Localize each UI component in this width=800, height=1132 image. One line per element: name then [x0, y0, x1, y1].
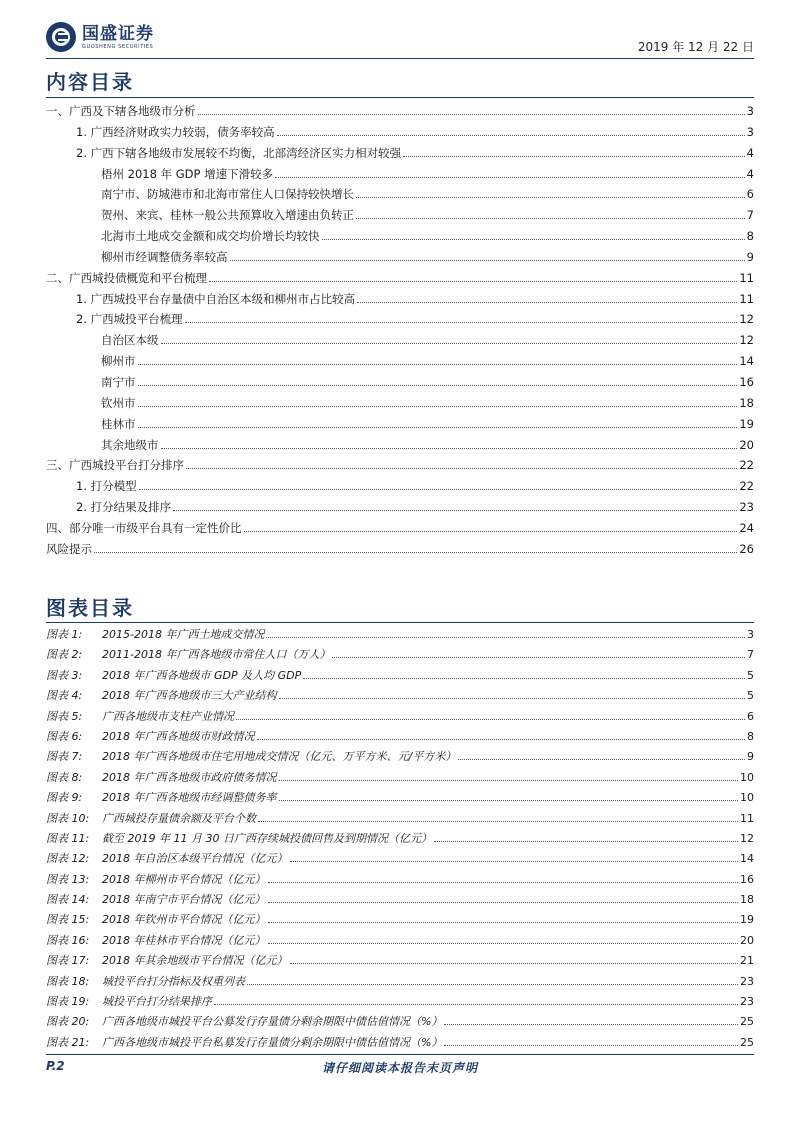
dot-leader	[138, 364, 738, 365]
toc-entry[interactable]	[46, 249, 754, 270]
toc-entry[interactable]	[46, 457, 754, 478]
figure-entry-label: 图表 14:	[46, 893, 90, 907]
toc-entry[interactable]	[46, 416, 754, 437]
dot-leader	[444, 1045, 738, 1046]
list-of-figures	[46, 626, 754, 1054]
figure-entry-title: 广西各地级市城投平台私募发行存量债分剩余期限中债估值情况（%）	[102, 1035, 443, 1049]
figure-entry-page: 11	[740, 811, 754, 825]
dot-leader	[266, 637, 745, 638]
toc-entry-title: 1. 广西经济财政实力较弱，债务率较高	[76, 124, 275, 139]
table-of-contents	[46, 103, 754, 562]
toc-entry-title: 2. 打分结果及排序	[76, 500, 172, 515]
dot-leader	[247, 984, 738, 985]
toc-entry-title: 柳州市	[101, 354, 136, 369]
dot-leader	[275, 177, 745, 178]
dot-leader	[332, 657, 745, 658]
figures-title: 图表目录	[46, 596, 134, 620]
page-number: P.2	[46, 1059, 65, 1073]
figure-entry[interactable]	[46, 973, 754, 993]
toc-entry-title: 二、广西城投债概览和平台梳理	[46, 270, 207, 285]
dot-leader	[161, 343, 738, 344]
toc-entry[interactable]	[46, 311, 754, 332]
figure-entry[interactable]	[46, 728, 754, 748]
toc-title-divider	[46, 97, 754, 98]
toc-entry-title: 钦州市	[101, 395, 136, 410]
toc-entry-page: 7	[746, 208, 754, 223]
dot-leader	[290, 963, 739, 964]
figure-entry-title: 2018 年广西各地级市财政情况	[102, 729, 255, 743]
dot-leader	[94, 552, 737, 553]
brand-logo	[46, 22, 154, 52]
toc-entry-title: 1. 广西城投平台存量债中自治区本级和柳州市占比较高	[76, 291, 356, 306]
figure-entry[interactable]	[46, 748, 754, 768]
toc-entry[interactable]	[46, 166, 754, 187]
toc-entry-page: 12	[739, 333, 754, 348]
figure-entry-page: 7	[747, 648, 754, 662]
figure-entry-page: 5	[747, 668, 754, 682]
figure-entry[interactable]	[46, 687, 754, 707]
figures-title-divider	[46, 622, 754, 623]
figure-entry-title: 2018 年南宁市平台情况（亿元）	[102, 893, 266, 907]
dot-leader	[434, 841, 738, 842]
figure-entry-label: 图表 8:	[46, 770, 83, 784]
figure-entry-title: 2018 年广西各地级市 GDP 及人均 GDP	[102, 668, 302, 682]
figure-entry-page: 14	[740, 852, 754, 866]
toc-entry-page: 22	[739, 479, 754, 494]
figure-entry[interactable]	[46, 871, 754, 891]
disclaimer-note: 请仔细阅读本报告末页声明	[321, 1061, 478, 1075]
figure-entry-label: 图表 16:	[46, 933, 90, 947]
figure-entry[interactable]	[46, 993, 754, 1013]
figure-entry[interactable]	[46, 891, 754, 911]
figure-entry[interactable]	[46, 708, 754, 728]
figure-entry-label: 图表 10:	[46, 811, 90, 825]
header-divider	[46, 58, 754, 59]
dot-leader	[279, 780, 739, 781]
figure-entry-label: 图表 11:	[46, 831, 90, 845]
figure-entry-label: 图表 1:	[46, 628, 83, 641]
toc-entry-page: 9	[746, 249, 754, 264]
figure-entry-label: 图表 2:	[46, 648, 83, 662]
toc-entry-page: 11	[739, 291, 754, 306]
dot-leader	[322, 239, 745, 240]
figure-entry-title: 2018 年广西各地级市住宅用地成交情况（亿元、万平方米、元/平方米）	[102, 750, 457, 764]
dot-leader	[356, 197, 745, 198]
toc-entry-title: 北海市土地成交金额和成交均价增长均较快	[101, 229, 320, 244]
figure-entry-label: 图表 12:	[46, 852, 90, 866]
dot-leader	[138, 427, 738, 428]
dot-leader	[139, 489, 738, 490]
figure-entry-title: 2018 年广西各地级市政府债务情况	[102, 770, 277, 784]
figure-entry-label: 图表 5:	[46, 709, 83, 723]
dot-leader	[356, 218, 745, 219]
brand-name-en: GUOSHENG SECURITIES	[82, 43, 154, 50]
figure-entry-page: 12	[740, 831, 754, 845]
figure-entry-page: 25	[740, 1015, 754, 1029]
figure-entry-title: 2018 年自治区本级平台情况（亿元）	[102, 852, 288, 866]
dot-leader	[279, 698, 746, 699]
figure-entry[interactable]	[46, 1034, 754, 1054]
toc-entry-page: 26	[739, 541, 754, 556]
dot-leader	[214, 1004, 738, 1005]
toc-entry-page: 14	[739, 354, 754, 369]
figure-entry-title: 2018 年钦州市平台情况（亿元）	[102, 913, 266, 927]
figure-entry-page: 6	[747, 709, 754, 723]
toc-entry-page: 8	[746, 229, 754, 244]
dot-leader	[268, 943, 739, 944]
figure-entry-label: 图表 6:	[46, 729, 83, 743]
dot-leader	[230, 260, 745, 261]
toc-entry-page: 4	[746, 166, 754, 181]
toc-entry-title: 南宁市、防城港市和北海市常住人口保持较快增长	[101, 187, 354, 202]
toc-entry[interactable]	[46, 437, 754, 458]
figure-entry[interactable]	[46, 646, 754, 666]
toc-entry-title: 贺州、来宾、桂林一般公共预算收入增速由负转正	[101, 208, 354, 223]
toc-entry-title: 2. 广西下辖各地级市发展较不均衡，北部湾经济区实力相对较强	[76, 145, 402, 160]
dot-leader	[403, 156, 745, 157]
figure-entry[interactable]	[46, 789, 754, 809]
dot-leader	[277, 135, 745, 136]
figure-entry-label: 图表 19:	[46, 995, 90, 1009]
dot-leader	[173, 510, 737, 511]
toc-entry[interactable]	[46, 207, 754, 228]
dot-leader	[303, 678, 745, 679]
footer-divider	[46, 1054, 754, 1055]
figure-entry-page: 21	[740, 954, 754, 968]
figure-entry-title: 城投平台打分指标及权重列表	[102, 974, 245, 988]
toc-entry[interactable]	[46, 395, 754, 416]
toc-entry[interactable]	[46, 541, 754, 562]
toc-entry-page: 11	[739, 270, 754, 285]
figure-entry-page: 19	[740, 913, 754, 927]
figure-entry-page: 23	[740, 974, 754, 988]
dot-leader	[258, 821, 738, 822]
toc-entry-title: 风险提示	[46, 541, 92, 556]
toc-entry-page: 6	[746, 187, 754, 202]
dot-leader	[198, 114, 745, 115]
dot-leader	[268, 902, 739, 903]
figure-entry-label: 图表 4:	[46, 689, 83, 703]
figure-entry[interactable]	[46, 830, 754, 850]
dot-leader	[186, 468, 737, 469]
toc-entry[interactable]	[46, 270, 754, 291]
figure-entry-page: 23	[740, 995, 754, 1009]
dot-leader	[236, 719, 745, 720]
toc-entry-page: 3	[746, 104, 754, 118]
figure-entry-page: 8	[747, 729, 754, 743]
figure-entry-title: 2018 年广西各地级市经调整债务率	[102, 791, 277, 805]
toc-entry-title: 1. 打分模型	[76, 479, 137, 494]
figure-entry-page: 5	[747, 689, 754, 703]
toc-entry[interactable]	[46, 332, 754, 353]
figure-entry-label: 图表 17:	[46, 954, 90, 968]
toc-title: 内容目录	[46, 70, 134, 94]
toc-entry-page: 19	[739, 416, 754, 431]
figure-entry-page: 25	[740, 1035, 754, 1049]
toc-entry[interactable]	[46, 103, 754, 124]
figure-entry[interactable]	[46, 1013, 754, 1033]
toc-entry-title: 四、部分唯一市级平台具有一定性价比	[46, 520, 242, 535]
toc-entry-title: 柳州市经调整债务率较高	[101, 249, 228, 264]
figure-entry-title: 广西各地级市支柱产业情况	[102, 709, 234, 723]
figure-entry-title: 2018 年广西各地级市三大产业结构	[102, 689, 277, 703]
figure-entry-page: 18	[740, 893, 754, 907]
toc-entry[interactable]	[46, 520, 754, 541]
report-date: 2019 年 12 月 22 日	[637, 40, 754, 54]
toc-entry[interactable]	[46, 291, 754, 312]
figure-entry-label: 图表 21:	[46, 1035, 90, 1049]
toc-entry-title: 梧州 2018 年 GDP 增速下滑较多	[101, 166, 274, 181]
toc-entry-title: 南宁市	[101, 374, 136, 389]
figure-entry[interactable]	[46, 932, 754, 952]
dot-leader	[268, 922, 739, 923]
brand-name-cn: 国盛证券	[82, 23, 154, 44]
figure-entry-page: 10	[740, 791, 754, 805]
figure-entry-title: 广西城投存量债余额及平台个数	[102, 811, 256, 825]
figure-entry[interactable]	[46, 667, 754, 687]
figure-entry-label: 图表 9:	[46, 791, 83, 805]
figure-entry-page: 3	[747, 628, 754, 641]
toc-entry[interactable]	[46, 145, 754, 166]
toc-entry-title: 三、广西城投平台打分排序	[46, 458, 184, 473]
toc-entry-title: 其余地级市	[101, 437, 159, 452]
figure-entry-title: 2015-2018 年广西土地成交情况	[102, 628, 265, 641]
figure-entry-title: 城投平台打分结果排序	[102, 995, 212, 1009]
figure-entry-label: 图表 3:	[46, 668, 83, 682]
dot-leader	[138, 385, 738, 386]
figure-entry-page: 20	[740, 933, 754, 947]
figure-entry-page: 10	[740, 770, 754, 784]
figure-entry-label: 图表 7:	[46, 750, 83, 764]
figure-entry[interactable]	[46, 952, 754, 972]
toc-entry-page: 22	[739, 458, 754, 473]
page-header	[46, 22, 754, 58]
dot-leader	[138, 406, 738, 407]
figure-entry[interactable]	[46, 769, 754, 789]
dot-leader	[257, 739, 746, 740]
toc-entry-title: 一、广西及下辖各地级市分析	[46, 104, 196, 118]
dot-leader	[268, 882, 739, 883]
figure-entry[interactable]	[46, 810, 754, 830]
dot-leader	[244, 531, 738, 532]
figure-entry-title: 2018 年桂林市平台情况（亿元）	[102, 933, 266, 947]
toc-entry-page: 23	[739, 500, 754, 515]
toc-entry-page: 20	[739, 437, 754, 452]
toc-entry[interactable]	[46, 124, 754, 145]
brand-logo-icon	[46, 22, 76, 52]
toc-entry[interactable]	[46, 374, 754, 395]
figure-entry[interactable]	[46, 850, 754, 870]
dot-leader	[279, 800, 739, 801]
figure-entry-page: 16	[740, 872, 754, 886]
figure-entry-title: 2018 年其余地级市平台情况（亿元）	[102, 954, 288, 968]
figure-entry[interactable]	[46, 626, 754, 646]
toc-entry[interactable]	[46, 186, 754, 207]
toc-entry[interactable]	[46, 478, 754, 499]
toc-entry-title: 自治区本级	[101, 333, 159, 348]
figure-entry-title: 截至 2019 年 11 月 30 日广西存续城投债回售及到期情况（亿元）	[102, 831, 432, 845]
toc-entry-page: 4	[746, 145, 754, 160]
figure-entry-title: 广西各地级市城投平台公募发行存量债分剩余期限中债估值情况（%）	[102, 1015, 443, 1029]
figure-entry-label: 图表 18:	[46, 974, 90, 988]
dot-leader	[357, 302, 737, 303]
figure-entry-label: 图表 15:	[46, 913, 90, 927]
figure-entry-label: 图表 13:	[46, 872, 90, 886]
dot-leader	[161, 448, 738, 449]
figure-entry-title: 2018 年柳州市平台情况（亿元）	[102, 872, 266, 886]
toc-entry-page: 12	[739, 312, 754, 327]
toc-entry-page: 24	[739, 520, 754, 535]
toc-entry-title: 2. 广西城投平台梳理	[76, 312, 183, 327]
toc-entry[interactable]	[46, 353, 754, 374]
dot-leader	[444, 1024, 738, 1025]
toc-entry-page: 18	[739, 395, 754, 410]
figure-entry-label: 图表 20:	[46, 1015, 90, 1029]
dot-leader	[290, 861, 739, 862]
toc-entry-title: 桂林市	[101, 416, 136, 431]
toc-entry-page: 16	[739, 374, 754, 389]
toc-entry[interactable]	[46, 499, 754, 520]
dot-leader	[458, 759, 745, 760]
dot-leader	[185, 322, 738, 323]
figure-entry-page: 9	[747, 750, 754, 764]
figure-entry[interactable]	[46, 911, 754, 931]
figure-entry-title: 2011-2018 年广西各地级市常住人口（万人）	[102, 648, 331, 662]
toc-entry[interactable]	[46, 228, 754, 249]
dot-leader	[209, 281, 737, 282]
toc-entry-page: 3	[746, 124, 754, 139]
